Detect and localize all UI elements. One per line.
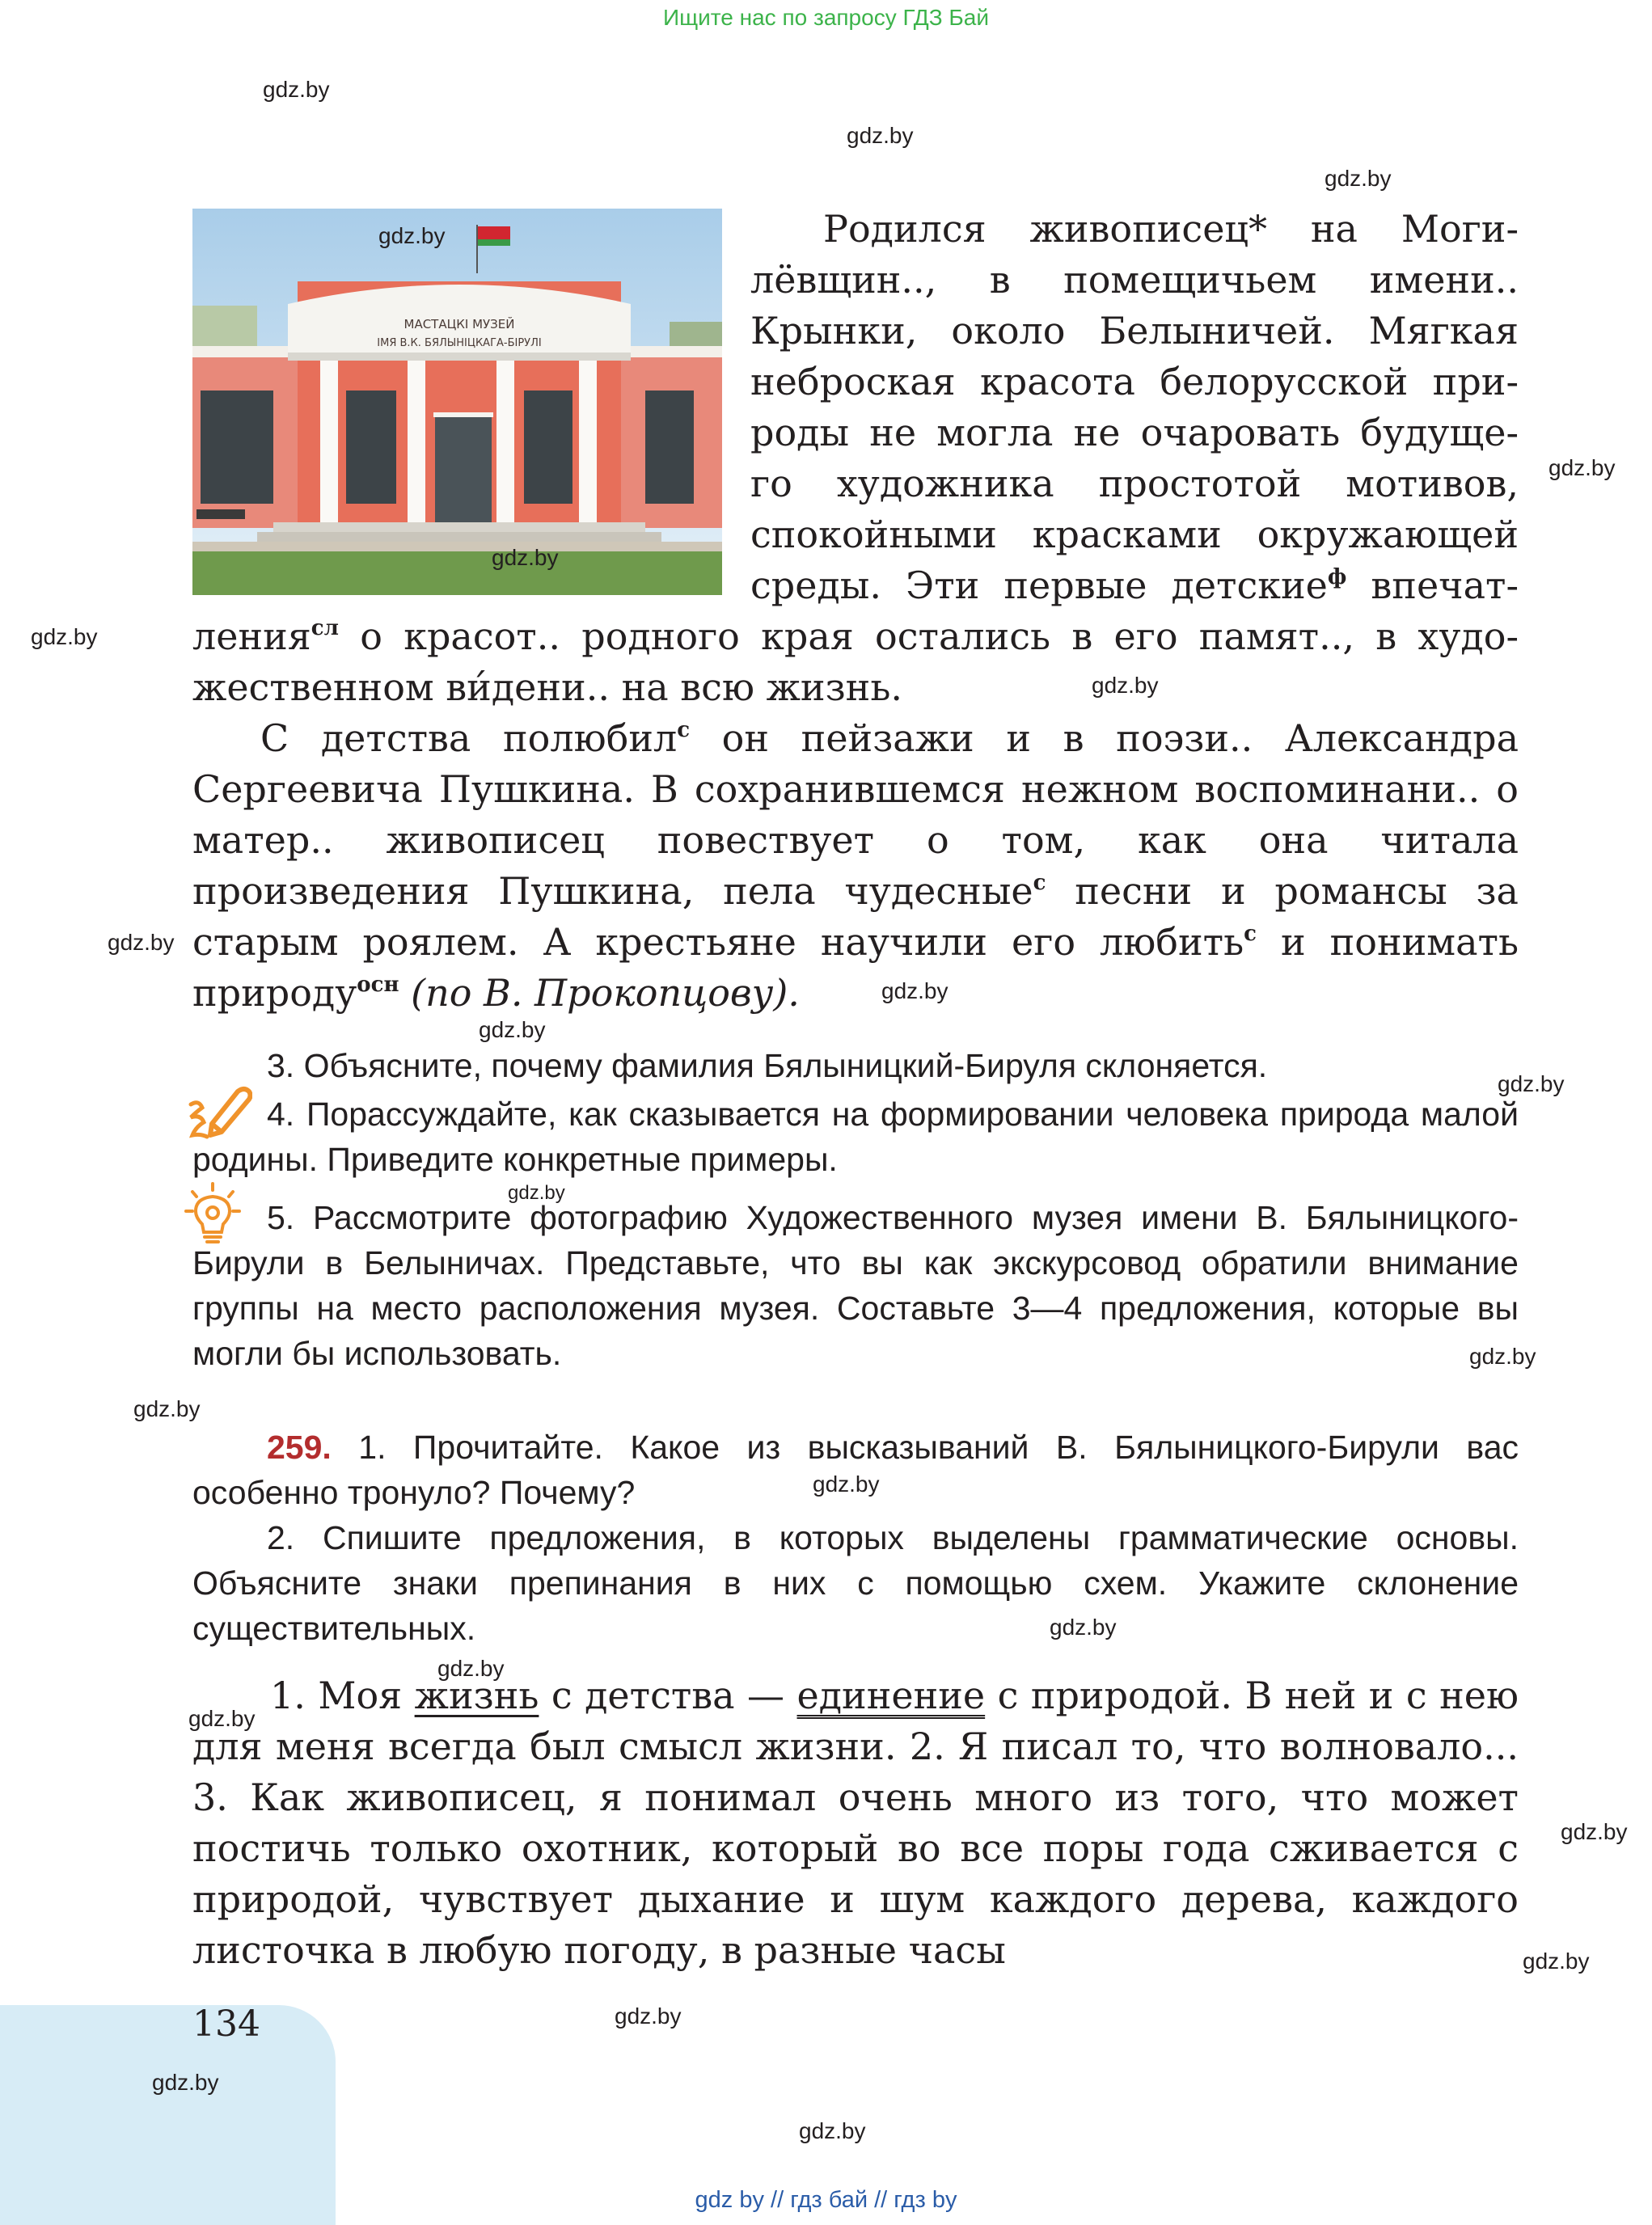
text-fragment: среды. Эти первые детские <box>750 564 1328 607</box>
watermark: gdz.by <box>847 123 914 148</box>
sign-line-2: ІМЯ В.К. БЯЛЫНІЦКАГА-БІРУЛІ <box>377 337 542 349</box>
watermark: gdz.by <box>108 930 175 955</box>
watermark: gdz.by <box>508 1182 565 1204</box>
watermark: gdz.by <box>479 1017 546 1042</box>
paragraph-2 <box>192 713 1519 1019</box>
text-line: спокойными красками окружающей <box>750 513 1519 556</box>
watermark: gdz.by <box>152 2070 219 2095</box>
grammar-subject: жизнь <box>414 1674 539 1717</box>
morpheme-mark: ф <box>1327 565 1347 589</box>
text-line <box>750 560 1519 611</box>
watermark: gdz.by <box>1325 166 1392 191</box>
exercise-question-1 <box>192 1425 1519 1515</box>
watermark: gdz.by <box>378 223 446 248</box>
exercise-number: 259. <box>267 1429 332 1466</box>
sign-line-1: МАСТАЦКІ МУЗЕЙ <box>403 317 515 331</box>
text-fragment: ления <box>192 614 311 658</box>
watermark: gdz.by <box>133 1396 201 1421</box>
watermark: gdz.by <box>263 77 330 102</box>
exercise-259 <box>192 1425 1519 1651</box>
task-4 <box>192 1091 1519 1182</box>
top-banner[interactable]: Ищите нас по запросу ГДЗ Бай <box>662 5 990 30</box>
morpheme-mark: с <box>677 718 691 742</box>
paragraph-block <box>192 611 1519 1019</box>
watermark: gdz.by <box>799 2118 866 2143</box>
watermark: gdz.by <box>1561 1819 1628 1844</box>
morpheme-mark: осн <box>357 973 399 997</box>
watermark: gdz.by <box>1548 455 1616 480</box>
text-fragment: о красот.. родного края остались в его памят.., в худо-жественном ви́дени.. на всю жизнь. <box>192 614 1519 709</box>
watermark: gdz.by <box>1469 1344 1536 1369</box>
watermark: gdz.by <box>492 545 559 570</box>
morpheme-mark: с <box>1244 922 1257 946</box>
task-5 <box>192 1195 1519 1376</box>
text-fragment: песни и романсы за старым роялем. А крестьяне научили его любить <box>192 869 1519 964</box>
morpheme-mark: сл <box>311 616 339 640</box>
text-line: Родился живописец* на Моги- <box>823 207 1519 251</box>
text-fragment: 1. Прочитайте. Какое из высказываний В. Бялыницкого-Бирули вас особенно тронуло? Почему? <box>192 1429 1519 1511</box>
grammar-predicate: единение <box>796 1674 986 1717</box>
watermark: gdz.by <box>1092 673 1159 698</box>
paragraph-1-wrapped <box>750 204 1519 611</box>
watermark: gdz.by <box>437 1656 505 1681</box>
watermark: gdz.by <box>881 978 949 1003</box>
watermark: gdz.by <box>1050 1615 1117 1640</box>
text-fragment: 1. Моя <box>270 1674 415 1717</box>
exercise-question-2: 2. Спишите предложения, в которых выделены грамматические основы. Объясните знаки препинания в них с помощью схем. Укажите склонение существительных. <box>192 1519 1519 1647</box>
task-3 <box>192 1043 1519 1088</box>
text-line: го художника простотой мотивов, <box>750 462 1519 505</box>
text-fragment: и понимать природу <box>192 920 1519 1015</box>
text-fragment: С детства полюбил <box>260 716 678 760</box>
text-line: роды не могла не очаровать будуще- <box>750 411 1519 454</box>
watermark: gdz.by <box>188 1706 256 1731</box>
sentences-paragraph <box>192 1670 1519 1976</box>
task-text: 4. Порассуждайте, как сказывается на формировании человека природа малой родины. Приведите конкретные примеры. <box>192 1096 1519 1178</box>
morpheme-mark: с <box>1033 871 1046 895</box>
task-text: 3. Объясните, почему фамилия Бялыницкий-Бируля склоняется. <box>267 1047 1268 1084</box>
watermark: gdz.by <box>1523 1948 1590 1974</box>
text-line: Крынки, около Белыничей. Мягкая <box>750 309 1519 353</box>
text-line: лёвщин.., в помещичьем имени.. <box>750 258 1519 302</box>
task-text: 5. Рассмотрите фотографию Художественного музея имени В. Бялыницкого-Бирули в Белыничах. Представьте, что вы как экскурсовод обратили внимание группы на место расположения музея. Составьте 3—4 предложения, которые вы могли бы использовать. <box>192 1199 1519 1372</box>
exercise-sentences <box>192 1670 1519 1976</box>
watermark: gdz.by <box>615 2003 682 2029</box>
watermark: gdz.by <box>1498 1071 1565 1096</box>
watermark: gdz.by <box>31 624 98 649</box>
source-citation: (по В. Прокопцову). <box>399 971 800 1015</box>
paragraph-1-end <box>192 611 1519 713</box>
text-line: неброская красота белорусской при- <box>750 360 1519 403</box>
text-fragment: впечат- <box>1346 564 1519 607</box>
text-fragment: с детства — <box>539 1674 797 1717</box>
text-fragment: с природой. В ней и с нею для меня всегда был смысл жизни. 2. Я писал то, что волновало... 3. Как живописец, я понимал очень много из того, что может постичь только охотник, который во все поры года сживается с природой, чувствует дыхание и шум каждого дерева, каждого листочка в любую погоду, в разные часы <box>192 1674 1519 1972</box>
text-fragment: он пейзажи и в поэзи.. Александра Сергеевича Пушкина. В сохранившемся нежном воспоминани.. о матер.. живописец повествует о том, как она читала произведения Пушкина, пела чудесные <box>192 716 1519 913</box>
museum-photo <box>192 209 722 595</box>
page-number: 134 <box>192 2003 260 2045</box>
footer-links[interactable]: gdz by // гдз бай // гдз by <box>695 2187 957 2213</box>
watermark: gdz.by <box>813 1471 880 1497</box>
